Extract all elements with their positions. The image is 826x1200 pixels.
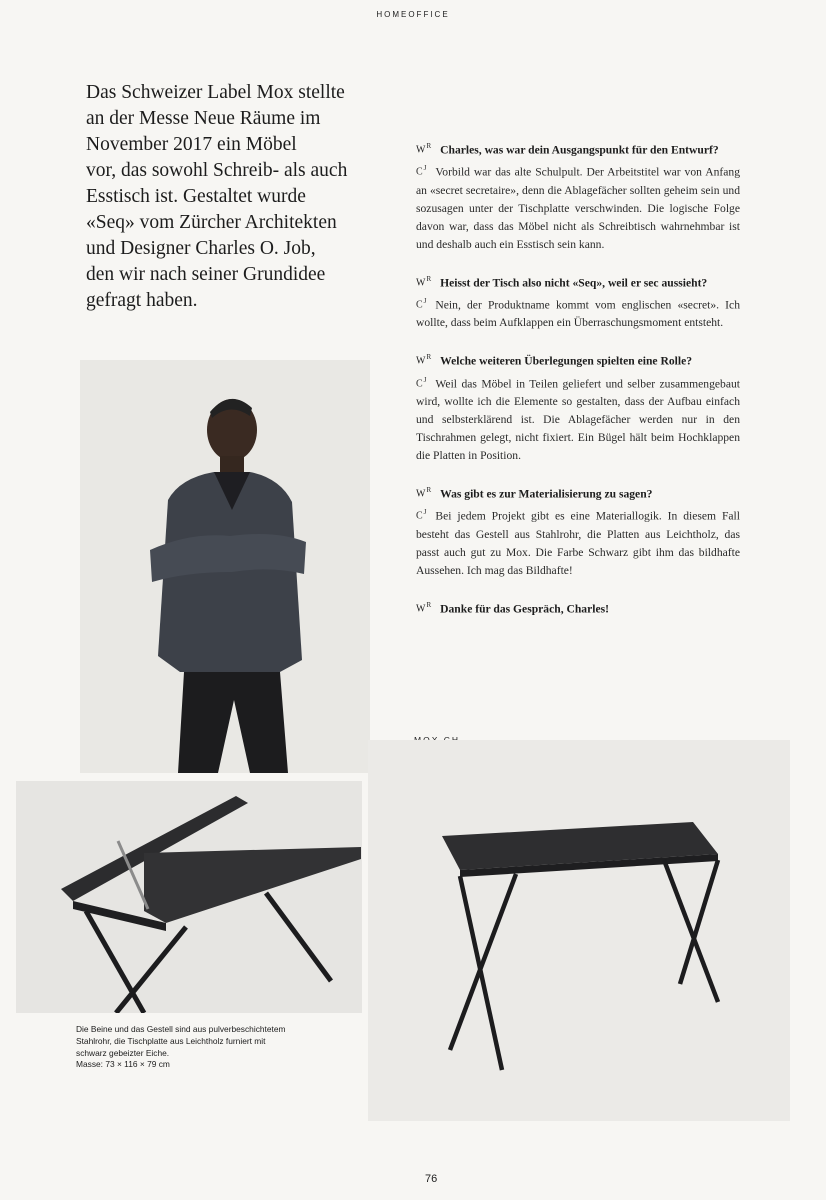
- qa-block: [416, 270, 740, 333]
- answer: [416, 159, 740, 253]
- question-text: Was gibt es zur Materialisierung zu sagen?: [440, 487, 653, 501]
- caption-line: Die Beine und das Gestell sind aus pulverbeschichtetem: [76, 1024, 286, 1034]
- intro-line: vor, das sowohl Schreib- als auch: [86, 160, 348, 181]
- interviewee-tag: $C^J$: [416, 375, 428, 389]
- interviewer-tag: $W^R$: [416, 274, 433, 288]
- interviewer-tag: $W^R$: [416, 353, 433, 367]
- caption-line: Stahlrohr, die Tischplatte aus Leichtholz furniert mit: [76, 1035, 266, 1046]
- intro-line: an der Messe Neue Räume im: [86, 108, 321, 129]
- intro-line: gefragt haben.: [86, 290, 198, 311]
- answer: [416, 503, 740, 579]
- desk-closed-photo: [368, 740, 790, 1121]
- question: [416, 348, 740, 370]
- portrait-photo: [80, 360, 370, 773]
- question-text: Danke für das Gespräch, Charles!: [440, 601, 609, 615]
- question: [416, 270, 740, 292]
- intro-line: und Designer Charles O. Job,: [86, 238, 316, 259]
- interviewee-tag: $C^J$: [416, 164, 428, 178]
- interviewer-tag: $W^R$: [416, 600, 433, 614]
- question-text: Charles, was war dein Ausgangspunkt für den Entwurf?: [440, 143, 719, 157]
- intro-line: Esstisch ist. Gestaltet wurde: [86, 186, 306, 207]
- intro-paragraph: [86, 80, 386, 314]
- interviewer-tag: $W^R$: [416, 485, 433, 500]
- question-text: Welche weiteren Überlegungen spielten eine Rolle?: [440, 354, 693, 368]
- page-number: 76: [425, 1173, 438, 1185]
- intro-line: Das Schweizer Label Mox stellte: [86, 82, 345, 103]
- answer-text: Vorbild war das alte Schulpult. Der Arbeitstitel war von Anfang an «secret secretaire», denn die Ablagefächer sollten geheim sein und sozusagen unter der Tischplatte verschwinden. Die logische Folge davon war, dass das Möbel nicht als Schreibtisch wahrnehmbar ist und deshalb auch ein Esstisch sein kann.: [416, 165, 740, 251]
- interview-column: [416, 137, 740, 634]
- photo-caption: [76, 1024, 366, 1071]
- question: [416, 137, 740, 159]
- interviewee-tag: $C^J$: [416, 296, 428, 311]
- desk-open-photo: [16, 781, 362, 1013]
- caption-line: Masse: 73 × 116 × 79 cm: [76, 1059, 170, 1070]
- answer: [416, 371, 740, 465]
- qa-block: [416, 481, 740, 580]
- qa-block: [416, 348, 740, 465]
- qa-block: [416, 137, 740, 254]
- answer-text: Weil das Möbel in Teilen geliefert und selber zusammengebaut wird, wollte ich die Elemente so gestalten, dass der Aufbau einfach und selbsterklärend ist. Die Ablagefächer werden nur in den Tischrahmen gelegt, nicht fixiert. Ein Bügel hält beim Hochklappen die Platten in Position.: [416, 376, 740, 462]
- background-letters: [370, 70, 800, 140]
- question: [416, 596, 740, 618]
- caption-line: schwarz gebeizter Eiche.: [76, 1047, 170, 1058]
- question-text: Heisst der Tisch also nicht «Seq», weil er sec aussieht?: [440, 275, 708, 289]
- portrait-illustration: [80, 360, 370, 773]
- section-title: HOMEOFFICE: [376, 10, 450, 19]
- interviewer-tag: $W^R$: [416, 142, 433, 156]
- answer: [416, 292, 740, 332]
- question: [416, 481, 740, 503]
- intro-line: «Seq» vom Zürcher Architekten: [86, 212, 337, 233]
- qa-block: [416, 596, 740, 618]
- intro-line: November 2017 ein Möbel: [86, 134, 297, 155]
- answer-text: Nein, der Produktname kommt vom englischen «secret». Ich wollte, dass beim Aufklappen ein Überraschungsmoment entsteht.: [416, 298, 740, 330]
- desk-open-illustration: [16, 781, 362, 1013]
- answer-text: Bei jedem Projekt gibt es eine Materiallogik. In diesem Fall besteht das Gestell aus Stahlrohr, die Platten aus Leichtholz, das passt auch gut zu Mox. Die Farbe Schwarz gibt ihm das bildhafte Aussehen. Ich mag das Bildhafte!: [416, 509, 740, 577]
- desk-closed-illustration: [368, 740, 790, 1121]
- interviewee-tag: $C^J$: [416, 508, 428, 522]
- intro-line: den wir nach seiner Grundidee: [86, 264, 326, 285]
